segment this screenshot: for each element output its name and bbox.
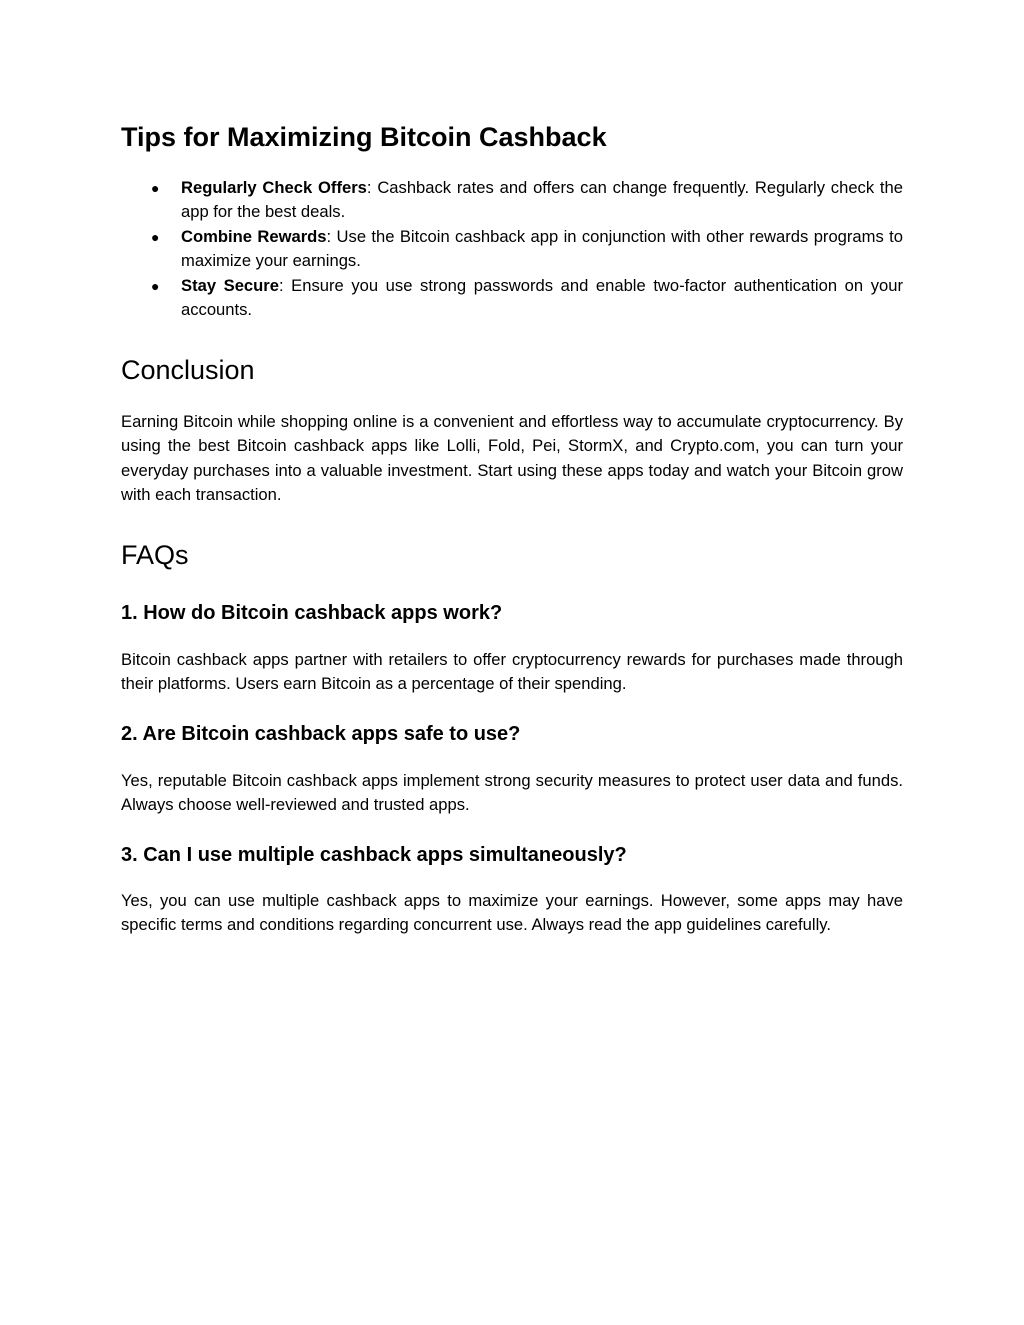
tip-item (121, 274, 903, 323)
faq-question: 1. How do Bitcoin cashback apps work? (121, 602, 503, 624)
faq-question: 3. Can I use multiple cashback apps simultaneously? (121, 844, 627, 866)
bullet-icon: ● (151, 180, 160, 196)
bullet-icon: ● (151, 228, 160, 245)
bullet-icon: ● (151, 277, 160, 294)
tip-text: : Ensure you use strong passwords and enable two-factor authentication on your accounts. (181, 275, 903, 320)
tips-heading: Tips for Maximizing Bitcoin Cashback (121, 122, 607, 152)
tip-text: : Use the Bitcoin cashback app in conjunction with other rewards programs to maximize your earnings. (181, 226, 903, 271)
conclusion-heading: Conclusion (121, 355, 255, 385)
tip-item (121, 176, 903, 225)
faq-question: 2. Are Bitcoin cashback apps safe to use? (121, 723, 521, 745)
tip-text: : Cashback rates and offers can change frequently. Regularly check the app for the best deals. (181, 178, 904, 222)
conclusion-paragraph: Earning Bitcoin while shopping online is a convenient and effortless way to accumulate cryptocurrency. By using the best Bitcoin cashback apps like Lolli, Fold, Pei, StormX, and Crypto.com, you can turn your everyday purchases into a valuable investment. Start using these apps today and watch your Bitcoin grow with each transaction. (121, 412, 903, 505)
tips-list (121, 176, 903, 322)
tip-title: Combine Rewards (181, 226, 327, 246)
tip-title: Stay Secure (181, 275, 279, 295)
tip-item (121, 225, 903, 274)
faq-answer: Yes, you can use multiple cashback apps to maximize your earnings. However, some apps may have specific terms and conditions regarding concurrent use. Always read the app guidelines carefully. (121, 891, 903, 935)
faq-answer: Bitcoin cashback apps partner with retailers to offer cryptocurrency rewards for purchases made through their platforms. Users earn Bitcoin as a percentage of their spending. (121, 650, 903, 694)
tip-title: Regularly Check Offers (181, 178, 367, 197)
faq-answer: Yes, reputable Bitcoin cashback apps implement strong security measures to protect user data and funds. Always choose well-reviewed and trusted apps. (121, 771, 903, 815)
faqs-heading: FAQs (121, 540, 189, 570)
